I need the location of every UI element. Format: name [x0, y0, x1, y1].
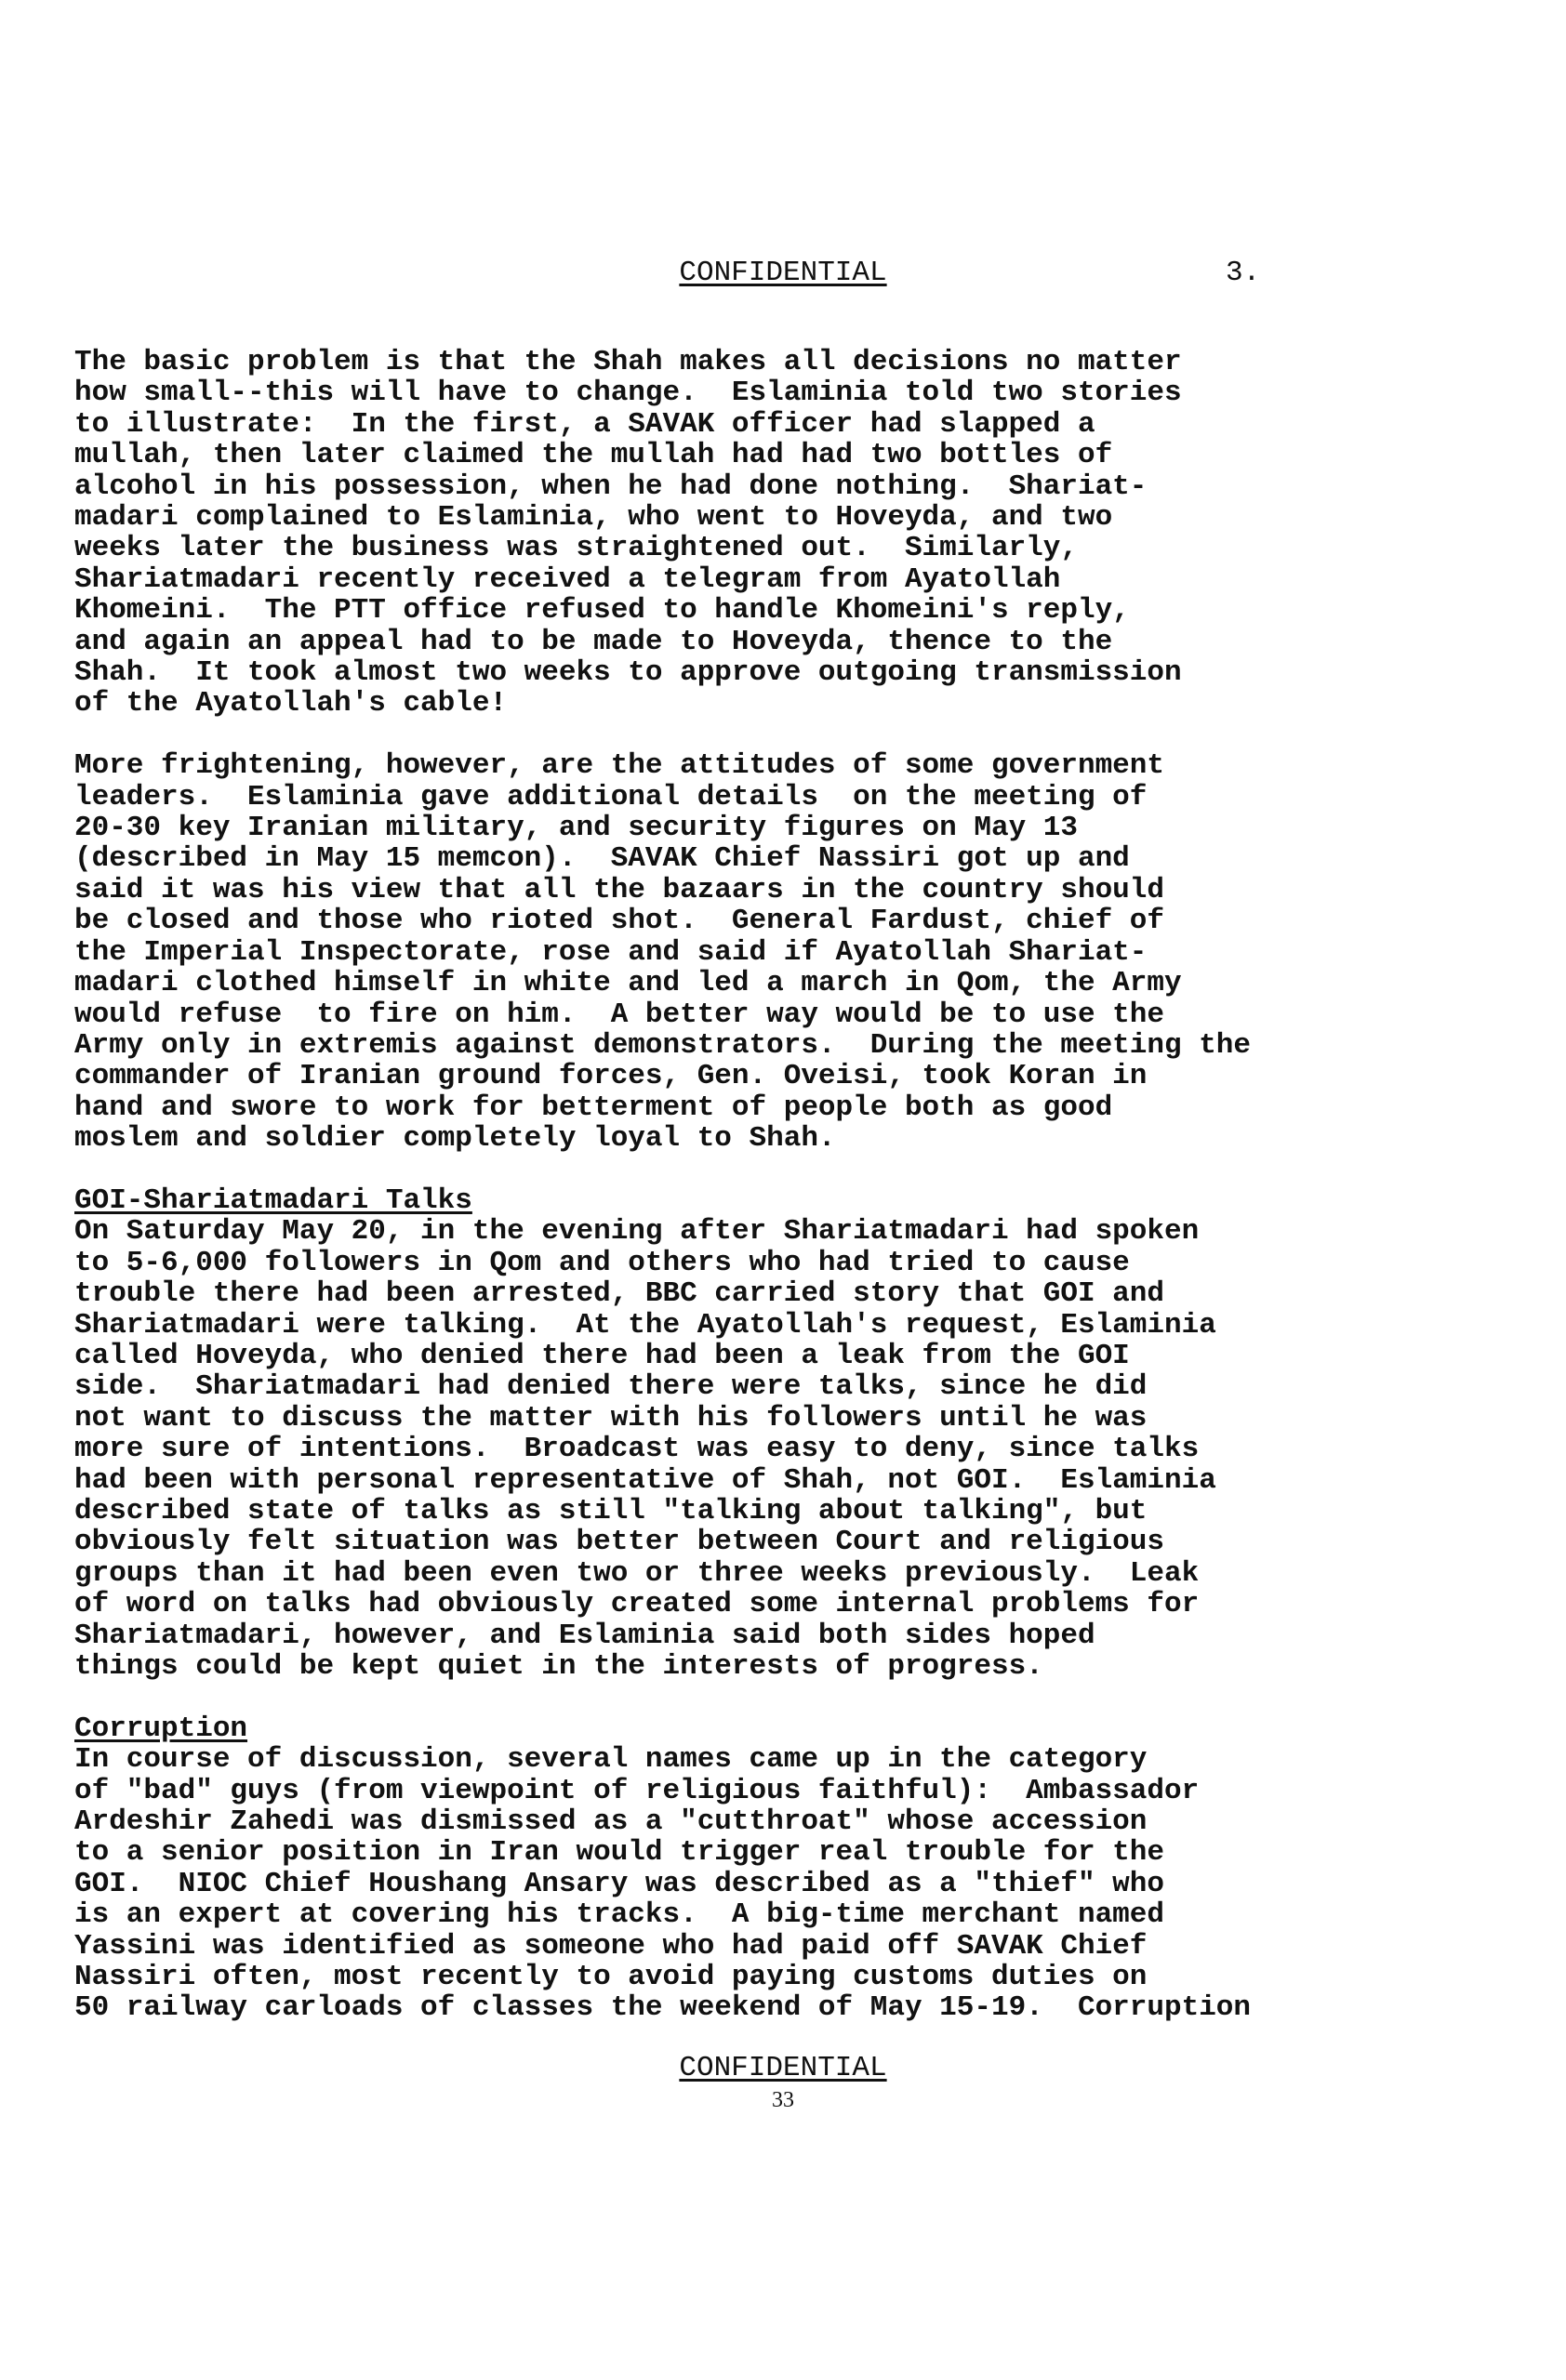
text-line: Shah. It took almost two weeks to approve outgoing transmission [74, 656, 1182, 690]
text-line: 50 railway carloads of classes the weekend of May 15-19. Corruption [74, 1991, 1252, 2025]
classification-header-text: CONFIDENTIAL [679, 257, 887, 289]
classification-header [0, 257, 1566, 290]
text-line: not want to discuss the matter with his followers until he was [74, 1401, 1148, 1435]
text-line: how small--this will have to change. Eslaminia told two stories [74, 377, 1182, 410]
text-line: Army only in extremis against demonstrators. During the meeting the [74, 1028, 1252, 1062]
text-line: On Saturday May 20, in the evening after Shariatmadari had spoken [74, 1215, 1200, 1249]
text-line: Ardeshir Zahedi was dismissed as a "cutthroat" whose accession [74, 1805, 1148, 1839]
text-line: things could be kept quiet in the interests of progress. [74, 1650, 1043, 1684]
text-line: side. Shariatmadari had denied there were talks, since he did [74, 1370, 1148, 1404]
text-line: madari clothed himself in white and led a march in Qom, the Army [74, 967, 1182, 1000]
text-line: hand and swore to work for betterment of people both as good [74, 1091, 1113, 1124]
section-heading: GOI-Shariatmadari Talks [74, 1183, 472, 1217]
text-line: More frightening, however, are the attitudes of some government [74, 749, 1164, 783]
text-line: Shariatmadari, however, and Eslaminia said both sides hoped [74, 1619, 1095, 1652]
text-line: had been with personal representative of Shah, not GOI. Eslaminia [74, 1463, 1216, 1497]
text-line: madari complained to Eslaminia, who went to Hoveyda, and two [74, 501, 1113, 535]
text-line: In course of discussion, several names came up in the category [74, 1743, 1148, 1777]
paragraph-spacer [74, 720, 1395, 750]
text-line: of the Ayatollah's cable! [74, 687, 508, 721]
paragraph-spacer [74, 1682, 1395, 1712]
document-body [74, 347, 1395, 2024]
section-corruption [74, 1713, 1395, 2024]
section-heading: Corruption [74, 1712, 248, 1745]
classification-footer [0, 2052, 1566, 2085]
text-line: groups than it had been even two or three weeks previously. Leak [74, 1556, 1200, 1590]
text-line: Shariatmadari were talking. At the Ayatollah's request, Eslaminia [74, 1308, 1216, 1342]
text-line: called Hoveyda, who denied there had been a leak from the GOI [74, 1339, 1130, 1372]
text-line: leaders. Eslaminia gave additional details on the meeting of [74, 780, 1148, 813]
text-line: would refuse to fire on him. A better way would be to use the [74, 998, 1164, 1031]
text-line: obviously felt situation was better between Court and religious [74, 1526, 1164, 1559]
page-number: 3. [1226, 257, 1261, 289]
text-line: commander of Iranian ground forces, Gen. Oveisi, took Koran in [74, 1060, 1148, 1093]
text-line: and again an appeal had to be made to Hoveyda, thence to the [74, 625, 1113, 658]
text-line: Shariatmadari recently received a telegram from Ayatollah [74, 562, 1061, 596]
text-line: the Imperial Inspectorate, rose and said if Ayatollah Shariat- [74, 935, 1148, 969]
text-line: alcohol in his possession, when he had done nothing. Shariat- [74, 469, 1148, 503]
text-line: of word on talks had obviously created some internal problems for [74, 1588, 1200, 1621]
text-line: The basic problem is that the Shah makes all decisions no matter [74, 346, 1182, 378]
footer-page-number: 33 [772, 2088, 794, 2112]
text-line: GOI. NIOC Chief Houshang Ansary was described as a "thief" who [74, 1867, 1164, 1900]
paragraph-frightening [74, 750, 1395, 1154]
text-line: Khomeini. The PTT office refused to handle Khomeini's reply, [74, 594, 1130, 628]
text-line: to 5-6,000 followers in Qom and others who had tried to cause [74, 1246, 1130, 1279]
text-line: Nassiri often, most recently to avoid paying customs duties on [74, 1961, 1148, 1994]
text-line: mullah, then later claimed the mullah had had two bottles of [74, 439, 1113, 472]
text-line: (described in May 15 memcon). SAVAK Chief Nassiri got up and [74, 842, 1130, 876]
text-line: said it was his view that all the bazaars in the country should [74, 873, 1164, 906]
text-line: Yassini was identified as someone who had paid off SAVAK Chief [74, 1929, 1148, 1963]
paragraph-spacer [74, 1155, 1395, 1185]
classification-footer-text: CONFIDENTIAL [679, 2052, 887, 2084]
text-line: of "bad" guys (from viewpoint of religious faithful): Ambassador [74, 1774, 1200, 1807]
text-line: 20-30 key Iranian military, and security figures on May 13 [74, 812, 1078, 845]
text-line: is an expert at covering his tracks. A big-time merchant named [74, 1898, 1164, 1932]
text-line: be closed and those who rioted shot. General Fardust, chief of [74, 905, 1164, 938]
text-line: to illustrate: In the first, a SAVAK officer had slapped a [74, 407, 1095, 441]
text-line: more sure of intentions. Broadcast was easy to deny, since talks [74, 1433, 1200, 1466]
text-line: trouble there had been arrested, BBC carried story that GOI and [74, 1277, 1164, 1311]
paragraph-basic-problem [74, 347, 1395, 720]
text-line: to a senior position in Iran would trigger real trouble for the [74, 1836, 1164, 1870]
text-line: moslem and soldier completely loyal to Shah. [74, 1122, 836, 1156]
text-line: weeks later the business was straightened out. Similarly, [74, 532, 1078, 565]
text-line: described state of talks as still "talking about talking", but [74, 1495, 1148, 1527]
section-goi-talks [74, 1185, 1395, 1683]
